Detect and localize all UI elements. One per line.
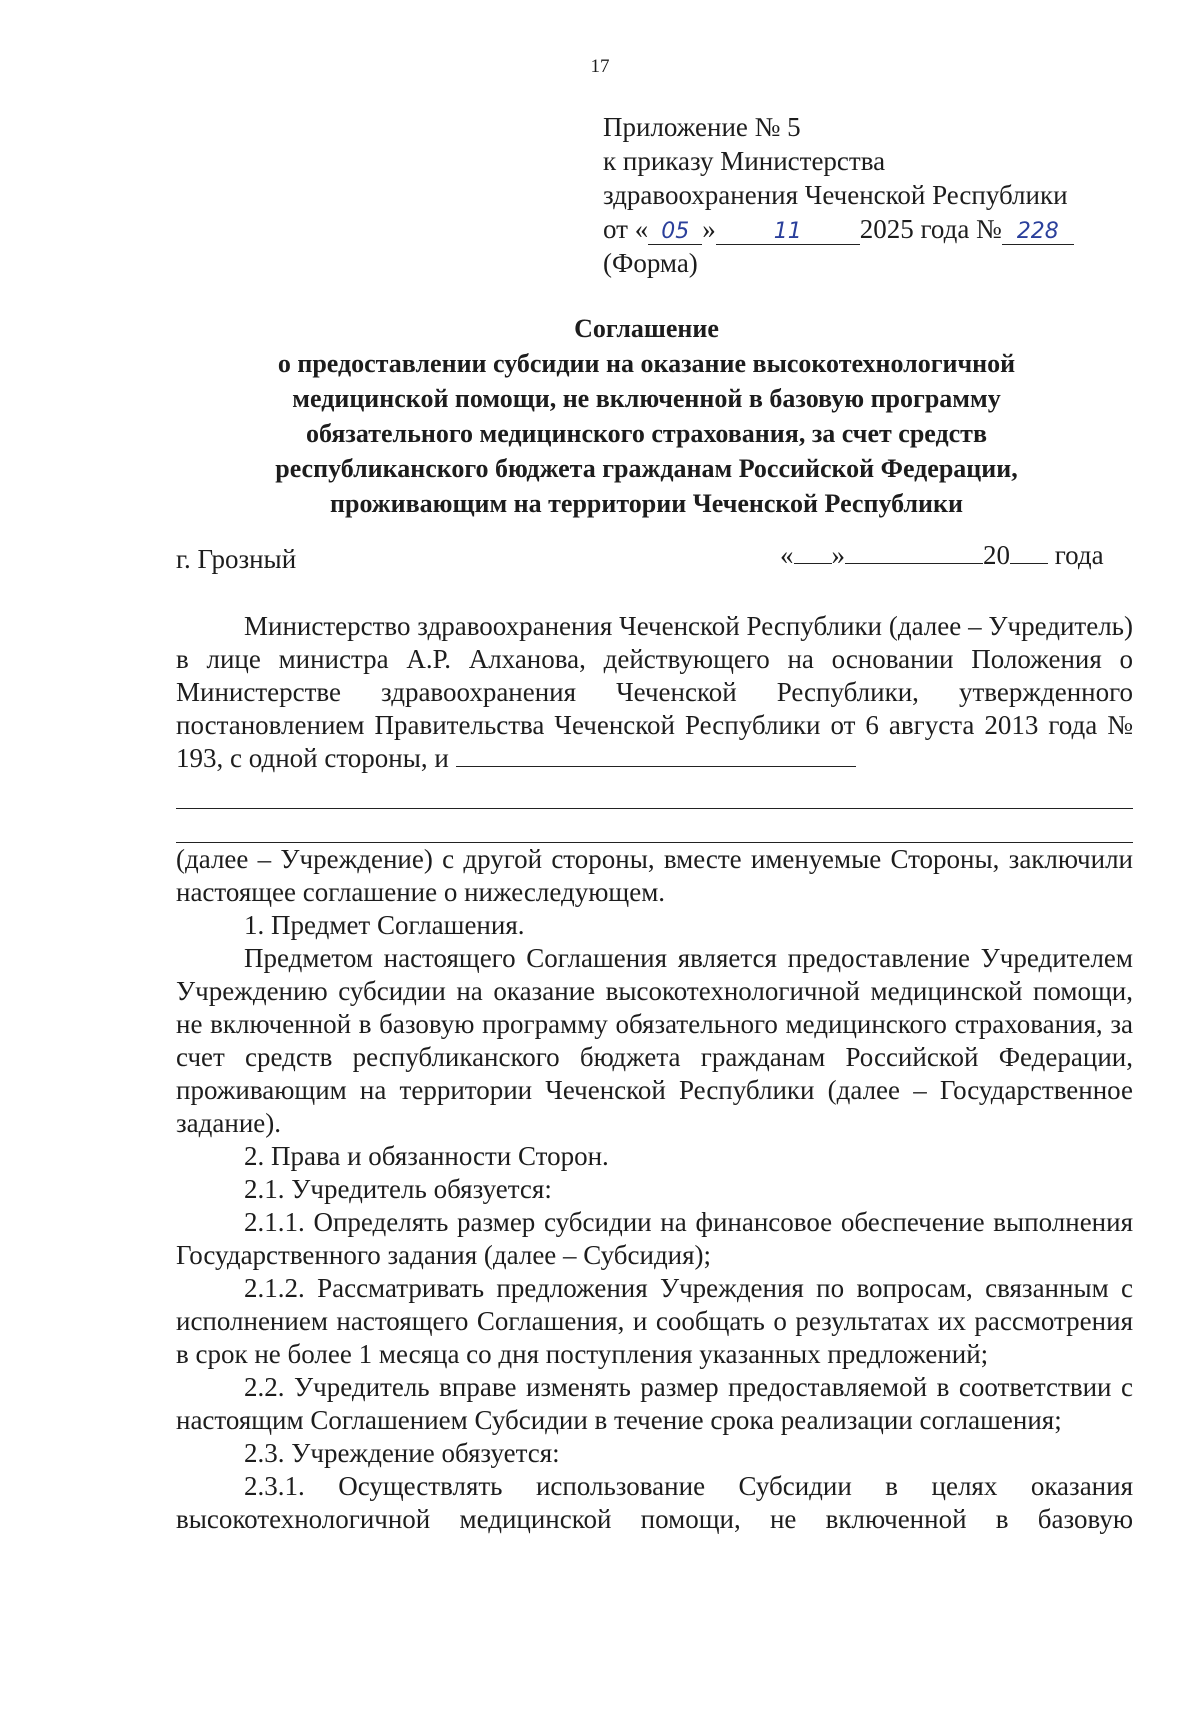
appendix-line-1: Приложение № 5 xyxy=(603,112,801,142)
form-label: (Форма) xyxy=(603,248,698,278)
title-line-1: о предоставлении субсидии на оказание высокотехнологичной xyxy=(277,349,1016,378)
month-blank xyxy=(845,541,983,564)
date-year-text: 2025 года № xyxy=(859,214,1002,244)
handwritten-order-number: 228 xyxy=(1002,220,1074,245)
appendix-block xyxy=(603,110,1074,280)
intro-continuation: (далее – Учреждение) с другой стороны, вместе именуемые Стороны, заключили настоящее соглашение о нижеследующем. xyxy=(176,844,1133,907)
appendix-date-line xyxy=(603,212,1074,246)
section-1-text: Предметом настоящего Соглашения является предоставление Учредителем Учреждению субсидии на оказание высокотехнологичной медицинской помощи, не включенной в базовую программу обязательного медицинского страхования, за счет средств республиканского бюджета гражданам Российской Федерации, проживающим на территории Чеченской Республики (далее – Государственное задание). xyxy=(176,943,1133,1138)
agreement-date-line xyxy=(780,540,1104,571)
document-title xyxy=(150,311,1143,521)
clause-2-2: 2.2. Учредитель вправе изменять размер предоставляемой в соответствии с настоящим Соглашением Субсидии в течение срока реализации соглашения; xyxy=(176,1372,1133,1435)
section-1-heading: 1. Предмет Соглашения. xyxy=(244,910,525,940)
year-blank xyxy=(1010,541,1048,564)
clause-2-3: 2.3. Учреждение обязуется: xyxy=(244,1438,560,1468)
date-mid: » xyxy=(702,214,716,244)
title-line-2: медицинской помощи, не включенной в базовую программу xyxy=(292,384,1001,413)
day-blank xyxy=(794,541,832,564)
clause-2-1-1: 2.1.1. Определять размер субсидии на финансовое обеспечение выполнения Государственного задания (далее – Субсидия); xyxy=(176,1207,1133,1270)
date-century: 20 xyxy=(983,540,1010,570)
clause-2-1-2: 2.1.2. Рассматривать предложения Учреждения по вопросам, связанным с исполнением настоящего Соглашения, и сообщать о результатах их рассмотрения в срок не более 1 месяца со дня поступления указанных предложений; xyxy=(176,1273,1133,1369)
date-close-quote: » xyxy=(831,540,845,570)
handwritten-day: 05 xyxy=(648,220,702,245)
page-number: 17 xyxy=(590,56,610,77)
institution-blank-line-2 xyxy=(176,809,1133,843)
agreement-body xyxy=(176,610,1133,1536)
appendix-line-3: здравоохранения Чеченской Республики xyxy=(603,180,1068,210)
title-line-5: проживающим на территории Чеченской Республики xyxy=(330,489,963,518)
section-2-heading: 2. Права и обязанности Сторон. xyxy=(244,1141,609,1171)
date-prefix: от « xyxy=(603,214,649,244)
clause-2-1: 2.1. Учредитель обязуется: xyxy=(244,1174,552,1204)
intro-paragraph xyxy=(176,610,1133,775)
institution-blank xyxy=(456,744,856,767)
title-line-4: республиканского бюджета гражданам Российской Федерации, xyxy=(275,454,1018,483)
title-line-3: обязательного медицинского страхования, за счет средств xyxy=(306,419,987,448)
institution-blank-line-1 xyxy=(176,775,1133,809)
title-heading: Соглашение xyxy=(574,314,719,343)
clause-2-3-1: 2.3.1. Осуществлять использование Субсидии в целях оказания высокотехнологичной медицинской помощи, не включенной в базовую xyxy=(176,1471,1133,1534)
date-year-word: года xyxy=(1054,540,1104,570)
handwritten-month: 11 xyxy=(716,220,860,245)
intro-text: Министерство здравоохранения Чеченской Республики (далее – Учредитель) в лице министра А.Р. Алханова, действующего на основании Положения о Министерстве здравоохранения Чеченской Республики, утвержденного постановлением Правительства Чеченской Республики от 6 августа 2013 года № 193, с одной стороны, и xyxy=(176,611,1133,773)
date-open-quote: « xyxy=(780,540,794,570)
place-of-signing: г. Грозный xyxy=(176,544,297,574)
appendix-line-2: к приказу Министерства xyxy=(603,146,886,176)
